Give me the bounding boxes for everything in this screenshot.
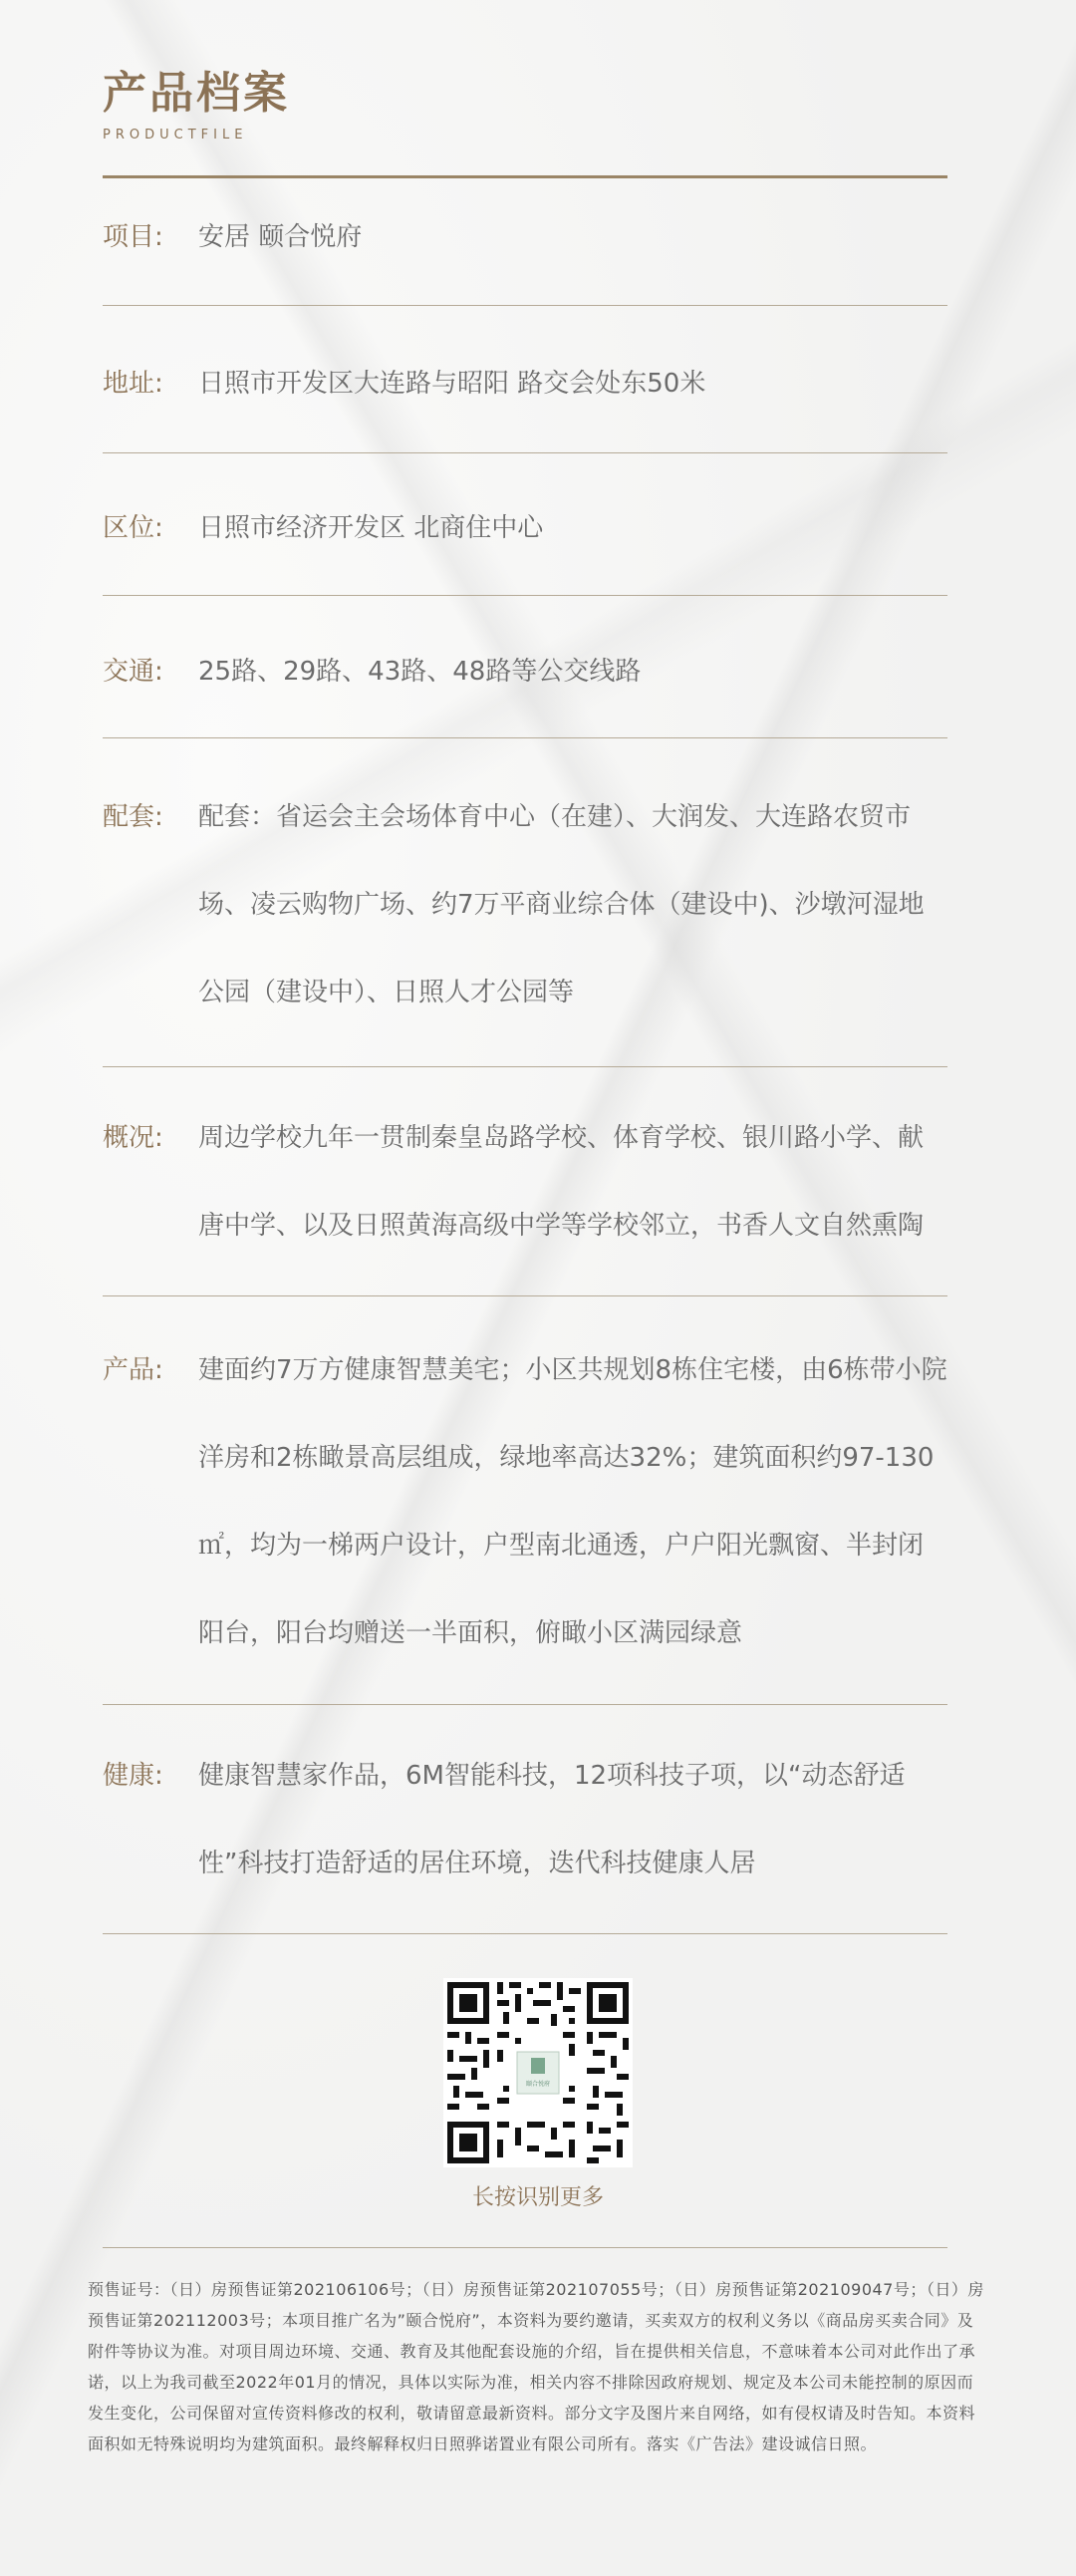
row-value: 安居 颐合悦府 [198, 222, 363, 252]
row-value: 周边学校九年一贯制秦皇岛路学校、体育学校、银川路小学、献唐中学、以及日照黄海高级中学等学校邻立，书香人文自然熏陶 [198, 1123, 925, 1241]
row-label: 健康: [103, 1761, 163, 1791]
qr-caption: 长按识别更多 [471, 2185, 604, 2210]
disclaimer-divider [103, 2247, 947, 2248]
row-value: 日照市经济开发区 北商住中心 [198, 513, 544, 543]
row-divider [103, 1704, 947, 1705]
row-divider [103, 737, 947, 738]
page-subtitle: PRODUCTFILE [103, 128, 248, 143]
row-divider [103, 595, 947, 596]
qr-center-logo-text: 颐合悦府 [525, 2081, 551, 2088]
row-value: 25路、29路、43路、48路等公交线路 [198, 657, 642, 687]
page-title: 产品档案 [103, 68, 290, 119]
row-value: 建面约7万方健康智慧美宅；小区共规划8栋住宅楼，由6栋带小院洋房和2栋瞰景高层组成，绿地率高达32%；建筑面积约97-130㎡，均为一梯两户设计，户型南北通透，户户阳光飘窗、半封闭阳台，阳台均赠送一半面积，俯瞰小区满园绿意 [198, 1355, 947, 1648]
legal-disclaimer: 预售证号：（日）房预售证第202106106号；（日）房预售证第202107055号；（日）房预售证第202109047号；（日）房预售证第202112003号；本项目推广名为”颐合悦府”，本资料为要约邀请，买卖双方的权利义务以《商品房买卖合同》及附件等协议为准。对项目周边环境、交通、教育及其他配套设施的介绍，旨在提供相关信息，不意味着本公司对此作出了承诺，以上为我司截至2022年01月的情况，具体以实际为准，相关内容不排除因政府规划、规定及本公司未能控制的原因而发生变化，公司保留对宣传资料修改的权利，敬请留意最新资料。部分文字及图片来自网络，如有侵权请及时告知。本资料面积如无特殊说明均为建筑面积。最终解释权归日照骅诺置业有限公司所有。落实《广告法》建设诚信日照。 [88, 2280, 984, 2453]
row-label: 概况: [103, 1123, 163, 1153]
row-label: 区位: [103, 513, 163, 543]
row-divider [103, 1066, 947, 1067]
row-divider [103, 1295, 947, 1296]
row-label: 配套: [103, 802, 163, 832]
row-divider [103, 305, 947, 306]
row-divider [103, 452, 947, 453]
row-value: 配套：省运会主会场体育中心（在建）、大润发、大连路农贸市场、凌云购物广场、约7万平商业综合体（建设中)、沙墩河湿地公园（建设中）、日照人才公园等 [198, 802, 925, 1007]
header-divider [103, 175, 947, 178]
row-label: 项目: [103, 222, 163, 252]
qr-code-graphic [443, 1978, 633, 2167]
row-value: 日照市开发区大连路与昭阳 路交会处东50米 [198, 369, 706, 399]
row-value: 健康智慧家作品，6M智能科技，12项科技子项，以“动态舒适性”科技打造舒适的居住环境，迭代科技健康人居 [198, 1761, 906, 1878]
row-label: 交通: [103, 657, 163, 687]
qr-code[interactable] [443, 1978, 633, 2167]
page-header [103, 68, 290, 143]
row-divider [103, 1933, 947, 1934]
row-label: 地址: [103, 369, 163, 399]
row-label: 产品: [103, 1355, 163, 1385]
